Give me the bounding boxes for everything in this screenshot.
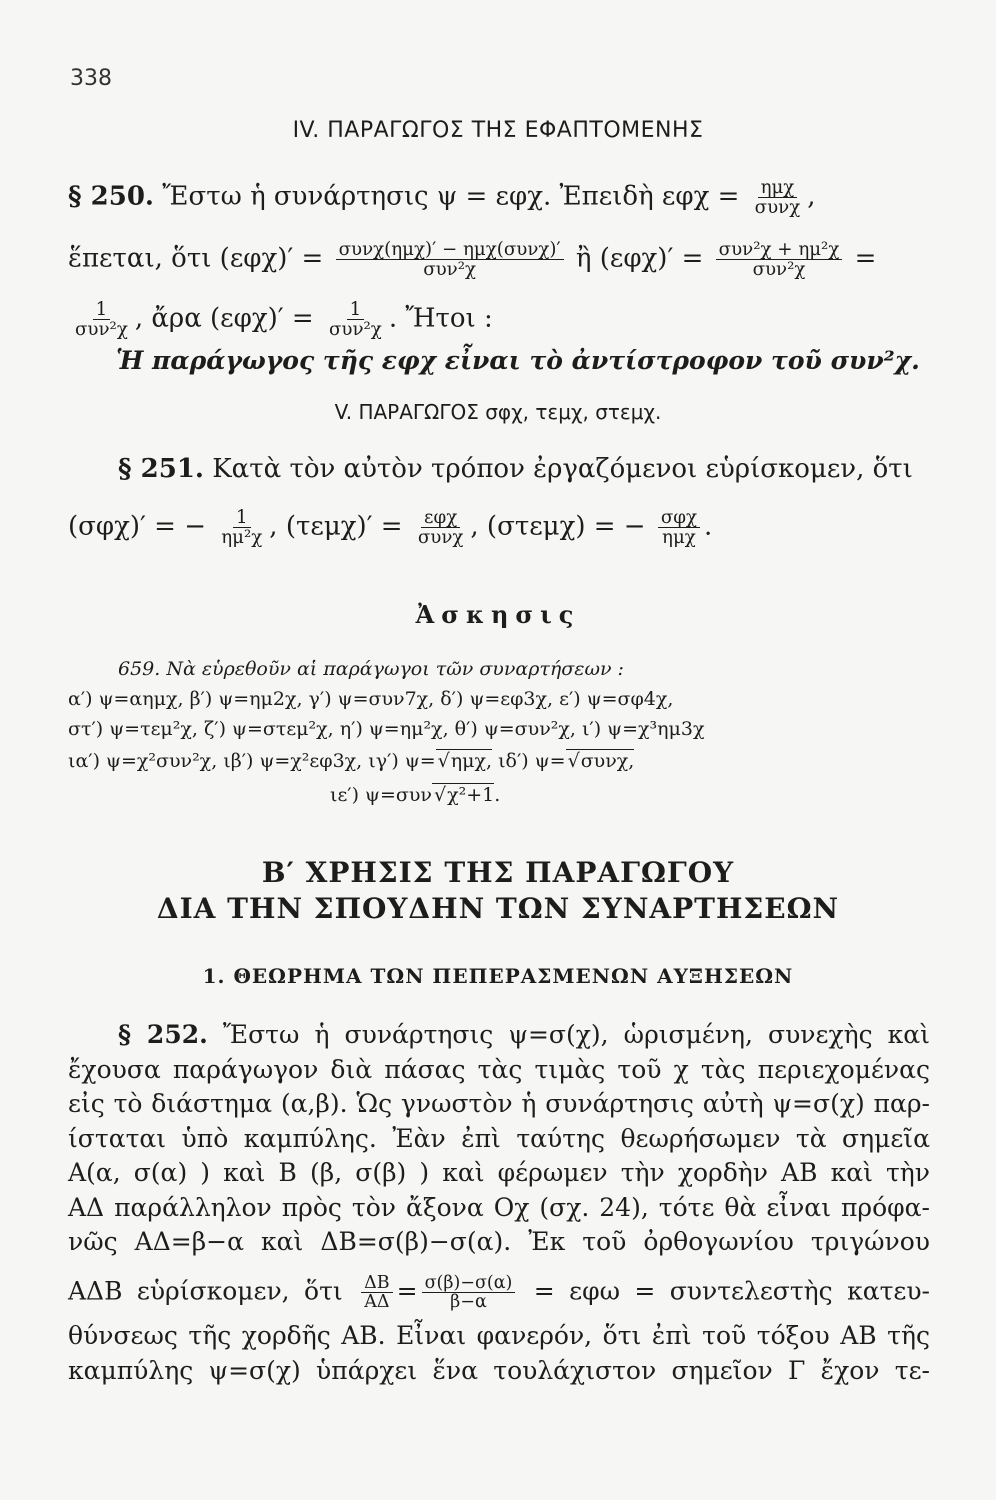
fraction-tan bbox=[752, 178, 804, 217]
text-line: , (στεμχ) = − bbox=[470, 511, 646, 542]
paragraph-251-line1 bbox=[118, 452, 956, 486]
frac-den: ημ²χ bbox=[221, 527, 263, 549]
fraction-sec bbox=[415, 508, 467, 547]
frac-den: ημχ bbox=[662, 527, 696, 549]
equals-sign: = bbox=[854, 243, 877, 274]
section-v-title: V. ΠΑΡΑΓΩΓΟΣ σφχ, τεμχ, στεμχ. bbox=[334, 400, 662, 424]
equals-sign: = bbox=[396, 1275, 418, 1305]
text-line: (σφχ)′ = − bbox=[68, 511, 206, 542]
paragraph-252 bbox=[68, 1018, 930, 1388]
fraction-quotient-rule bbox=[336, 240, 564, 279]
chapter-title-line2: ΔΙΑ ΤΗΝ ΣΠΟΥΔΗΝ ΤΩΝ ΣΥΝΑΡΤΗΣΕΩΝ bbox=[156, 892, 840, 925]
exercises-title: Ἀσκησις bbox=[415, 600, 581, 629]
text-line: . Ἤτοι : bbox=[388, 303, 493, 334]
fraction-result-b bbox=[326, 300, 385, 339]
exercise-row-4 bbox=[330, 782, 956, 808]
exercise-659-intro: 659. Νὰ εὑρεθοῦν αἱ παράγωγοι τῶν συναρτήσεων : bbox=[118, 658, 624, 680]
paragraph-250-line3 bbox=[68, 300, 956, 339]
section-number-252: § 252. bbox=[118, 1020, 208, 1049]
section-iv-title: IV. ΠΑΡΑΓΩΓΟΣ ΤΗΣ ΕΦΑΠΤΟΜΕΝΗΣ bbox=[292, 118, 704, 143]
text-line: . bbox=[704, 511, 713, 542]
text-row: ίσταται ὑπὸ καμπύλης. Ἐὰν ἐπὶ ταύτης θεωρήσωμεν τὰ σημεῖα bbox=[68, 1123, 930, 1153]
fraction-db-ad bbox=[361, 1274, 393, 1312]
frac-num: ημχ bbox=[758, 178, 798, 198]
text-line: = εφω = συντελεστὴς κατευ- bbox=[533, 1275, 930, 1305]
exercise-row-2: στ′) ψ=τεμ²χ, ζ′) ψ=στεμ²χ, η′) ψ=ημ²χ, θ′) ψ=συν²χ, ι′) ψ=χ³ημ3χ bbox=[68, 718, 705, 740]
frac-den: συνχ bbox=[417, 527, 464, 549]
frac-den: συν²χ bbox=[328, 319, 382, 341]
text-line: ιδ′) ψ= bbox=[492, 750, 566, 772]
frac-num: ΔΒ bbox=[361, 1274, 393, 1293]
text-line: . bbox=[494, 784, 501, 806]
text-line: ΑΔΒ εὑρίσκομεν, ὅτι bbox=[68, 1275, 343, 1305]
sqrt-x2-plus-1: √ χ²+1 bbox=[432, 783, 494, 806]
frac-num: σφχ bbox=[658, 508, 700, 528]
exercise-row-1: α′) ψ=αημχ, β′) ψ=ημ2χ, γ′) ψ=συν7χ, δ′) ψ=εφ3χ, ε′) ψ=σφ4χ, bbox=[68, 688, 674, 710]
text-row: καμπύλης ψ=σ(χ) ὑπάρχει ἕνα τουλάχιστον σημεῖον Γ ἔχον τε- bbox=[68, 1355, 930, 1385]
text-row: Α(α, σ(α) ) καὶ Β (β, σ(β) ) καὶ φέρωμεν τὴν χορδὴν ΑΒ καὶ τὴν bbox=[68, 1158, 930, 1187]
text-line: ια′) ψ=χ²συν²χ, ιβ′) ψ=χ²εφ3χ, ιγ′) ψ= bbox=[68, 750, 436, 772]
section-number-250: § 250. bbox=[68, 181, 154, 212]
text-line: , ἄρα (εφχ)′ = bbox=[134, 303, 314, 334]
fraction-result-a bbox=[72, 300, 131, 339]
frac-den: β−α bbox=[450, 1291, 487, 1312]
theorem-title: 1. ΘΕΩΡΗΜΑ ΤΩΝ ΠΕΠΕΡΑΣΜΕΝΩΝ ΑΥΞΗΣΕΩΝ bbox=[202, 964, 794, 988]
fraction-cot bbox=[218, 508, 265, 547]
tangent-derivative-rule: Ἡ παράγωγος τῆς εφχ εἶναι τὸ ἀντίστροφον τοῦ συν²χ. bbox=[116, 346, 920, 375]
text-line: Κατὰ τὸν αὐτὸν τρόπον ἐργαζόμενοι εὑρίσκομεν, ὅτι bbox=[212, 454, 913, 484]
fraction-csc bbox=[658, 508, 700, 547]
sqrt-sin: √ ημχ, bbox=[436, 749, 492, 772]
frac-den: συν²χ bbox=[75, 319, 128, 341]
paragraph-251-formulas bbox=[68, 508, 956, 547]
text-line: Ἔστω ἡ συνάρτησις ψ=σ(χ), ὡρισμένη, συνεχὴς καὶ bbox=[222, 1020, 930, 1049]
paragraph-250-line2 bbox=[68, 240, 956, 279]
page-number: 338 bbox=[70, 66, 112, 91]
text-row bbox=[68, 1018, 930, 1053]
text-line: , (τεμχ)′ = bbox=[269, 511, 403, 542]
frac-num: 1 bbox=[347, 300, 365, 320]
frac-den: συν²χ bbox=[752, 259, 806, 281]
text-row: ἔχουσα παράγωγον διὰ πάσας τὰς τιμὰς τοῦ χ τὰς περιεχομένας bbox=[68, 1054, 930, 1084]
frac-den: συνχ bbox=[754, 197, 801, 219]
frac-num: συνχ(ημχ)′ − ημχ(συνχ)′ bbox=[336, 240, 564, 260]
text-row: νῶς ΑΔ=β−α καὶ ΔΒ=σ(β)−σ(α). Ἐκ τοῦ ὀρθογωνίου τριγώνου bbox=[68, 1227, 930, 1256]
text-row: ΑΔ παράλληλον πρὸς τὸν ἄξονα Οχ (σχ. 24), τότε θὰ εἶναι πρόφα- bbox=[68, 1192, 930, 1222]
fraction-identity bbox=[716, 240, 843, 279]
frac-num: σ(β)−σ(α) bbox=[422, 1274, 516, 1293]
paragraph-250-line1: § 250. Ἔστω ἡ συνάρτησις ψ = εφχ. Ἐπειδὴ εφχ = $\frac{\text{ημχ}}{\text{συνχ}}$ , bbox=[68, 177, 816, 219]
chapter-title-line1: Β′ ΧΡΗΣΙΣ ΤΗΣ ΠΑΡΑΓΩΓΟΥ bbox=[261, 856, 735, 889]
frac-num: συν²χ + ημ²χ bbox=[716, 240, 843, 260]
frac-num: εφχ bbox=[421, 508, 460, 528]
text-row-fraction bbox=[68, 1274, 930, 1312]
section-number-251: § 251. bbox=[118, 454, 204, 484]
text-line: Ἔστω ἡ συνάρτησις ψ = εφχ. Ἐπειδὴ εφχ = bbox=[162, 181, 740, 212]
frac-num: 1 bbox=[233, 508, 251, 528]
text-line: ἕπεται, ὅτι (εφχ)′ = bbox=[68, 243, 324, 274]
text-row: θύνσεως τῆς χορδῆς ΑΒ. Εἶναι φανερόν, ὅτι ἐπὶ τοῦ τόξου ΑΒ τῆς bbox=[68, 1321, 930, 1351]
fraction-difference-quotient bbox=[422, 1274, 516, 1312]
frac-den: ΑΔ bbox=[364, 1291, 390, 1312]
sqrt-cos: √ συνχ, bbox=[566, 749, 635, 772]
exercise-row-3 bbox=[68, 748, 956, 774]
frac-num: 1 bbox=[93, 300, 111, 320]
text-line: ἢ (εφχ)′ = bbox=[575, 243, 704, 274]
text-line: ιε′) ψ=συν bbox=[330, 784, 432, 806]
frac-den: συν²χ bbox=[423, 259, 477, 281]
text-row: εἰς τὸ διάστημα (α,β). Ὡς γνωστὸν ἡ συνάρτησις αὐτὴ ψ=σ(χ) παρ- bbox=[68, 1089, 930, 1118]
